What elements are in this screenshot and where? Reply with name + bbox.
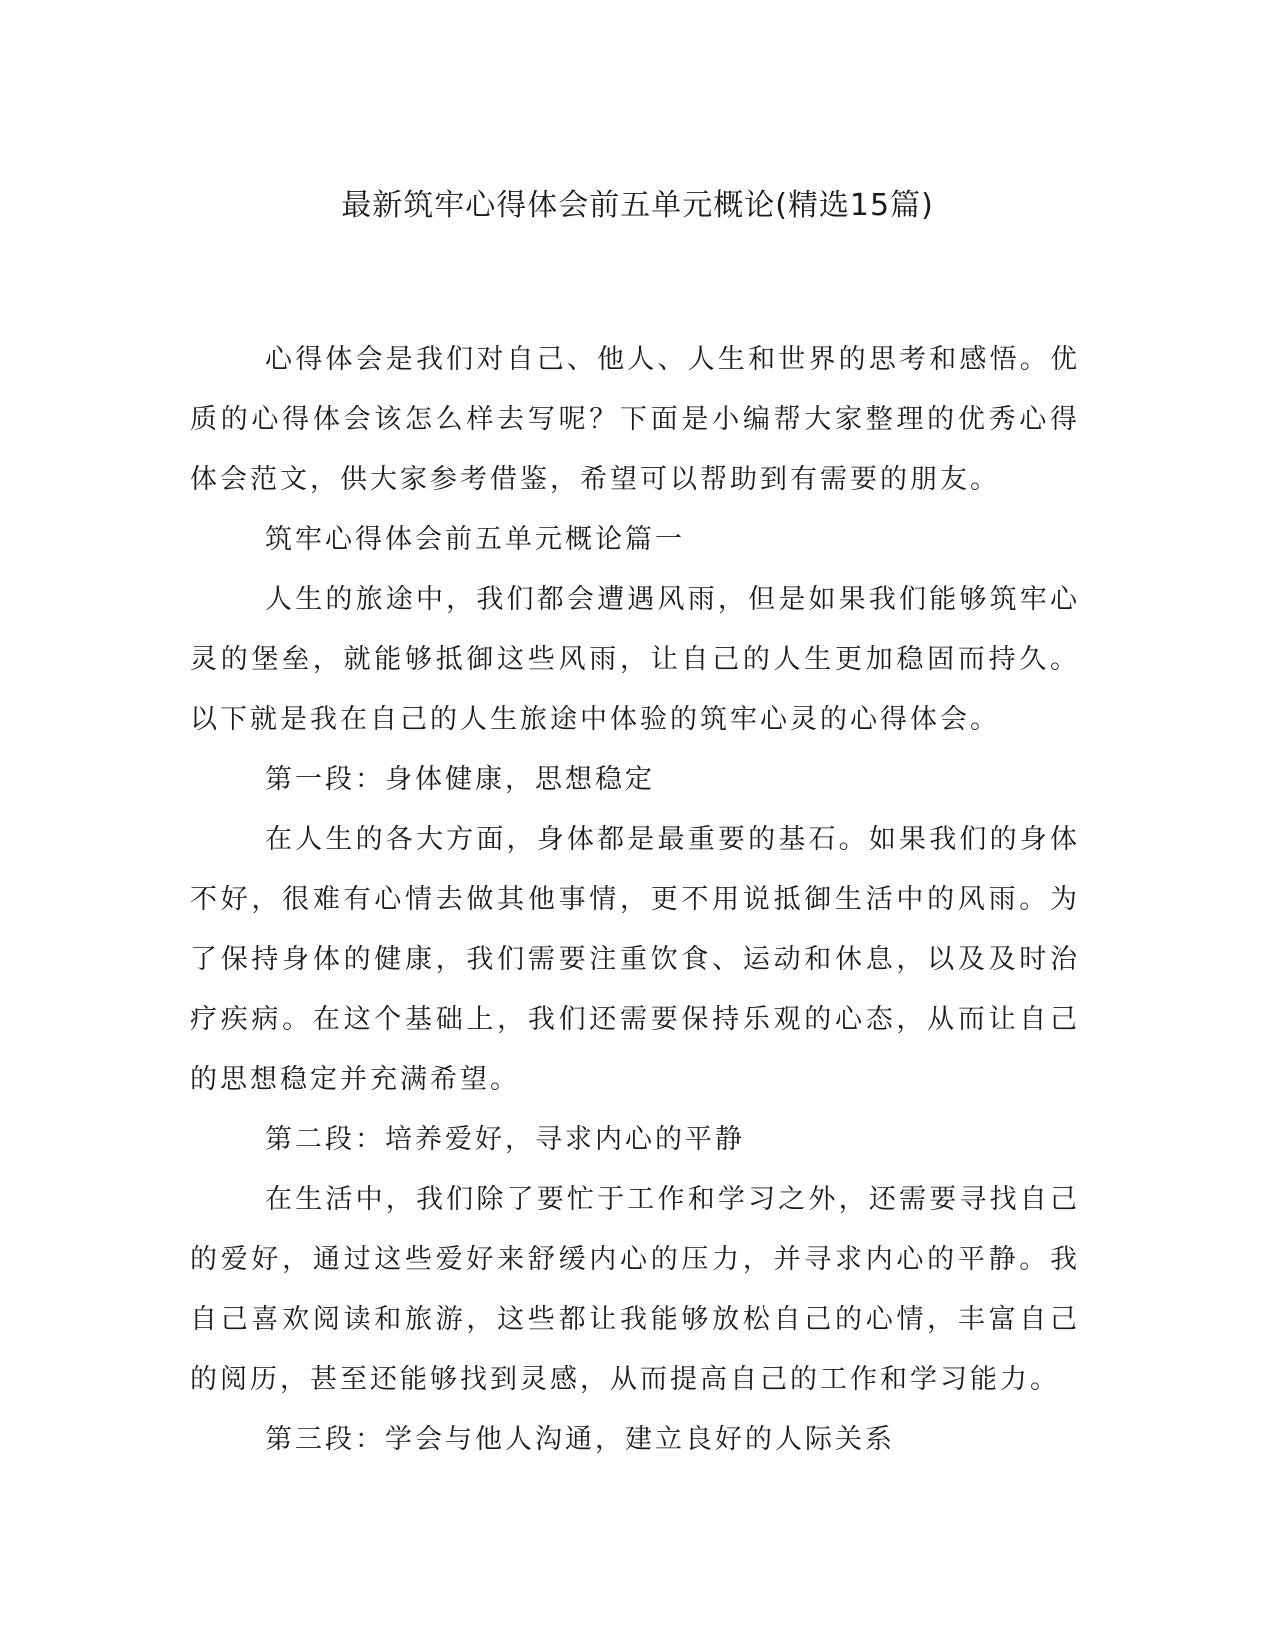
document-title: 最新筑牢心得体会前五单元概论(精选15篇) — [341, 188, 934, 223]
body-paragraph: 人生的旅途中，我们都会遭遇风雨，但是如果我们能够筑牢心灵的堡垒，就能够抵御这些风雨，让自己的人生更加稳固而持久。以下就是我在自己的人生旅途中体验的筑牢心灵的心得体会。 — [190, 584, 1080, 735]
section-heading-paragraph-one: 第一段：身体健康，思想稳定 — [265, 764, 655, 795]
section-heading-paragraph-three: 第三段：学会与他人沟通，建立良好的人际关系 — [265, 1424, 895, 1455]
body-paragraph: 在人生的各大方面，身体都是最重要的基石。如果我们的身体不好，很难有心情去做其他事情，更不用说抵御生活中的风雨。为了保持身体的健康，我们需要注重饮食、运动和休息，以及及时治疗疾病。在这个基础上，我们还需要保持乐观的心态，从而让自己的思想稳定并充满希望。 — [190, 824, 1080, 1095]
section-heading-paragraph-two: 第二段：培养爱好，寻求内心的平静 — [265, 1124, 745, 1155]
body-paragraph: 在生活中，我们除了要忙于工作和学习之外，还需要寻找自己的爱好，通过这些爱好来舒缓内心的压力，并寻求内心的平静。我自己喜欢阅读和旅游，这些都让我能够放松自己的心情，丰富自己的阅历，甚至还能够找到灵感，从而提高自己的工作和学习能力。 — [190, 1184, 1080, 1395]
document-body — [190, 330, 1080, 1470]
section-heading-part-one: 筑牢心得体会前五单元概论篇一 — [265, 524, 685, 555]
intro-paragraph: 心得体会是我们对自己、他人、人生和世界的思考和感悟。优质的心得体会该怎么样去写呢？下面是小编帮大家整理的优秀心得体会范文，供大家参考借鉴，希望可以帮助到有需要的朋友。 — [190, 344, 1080, 495]
